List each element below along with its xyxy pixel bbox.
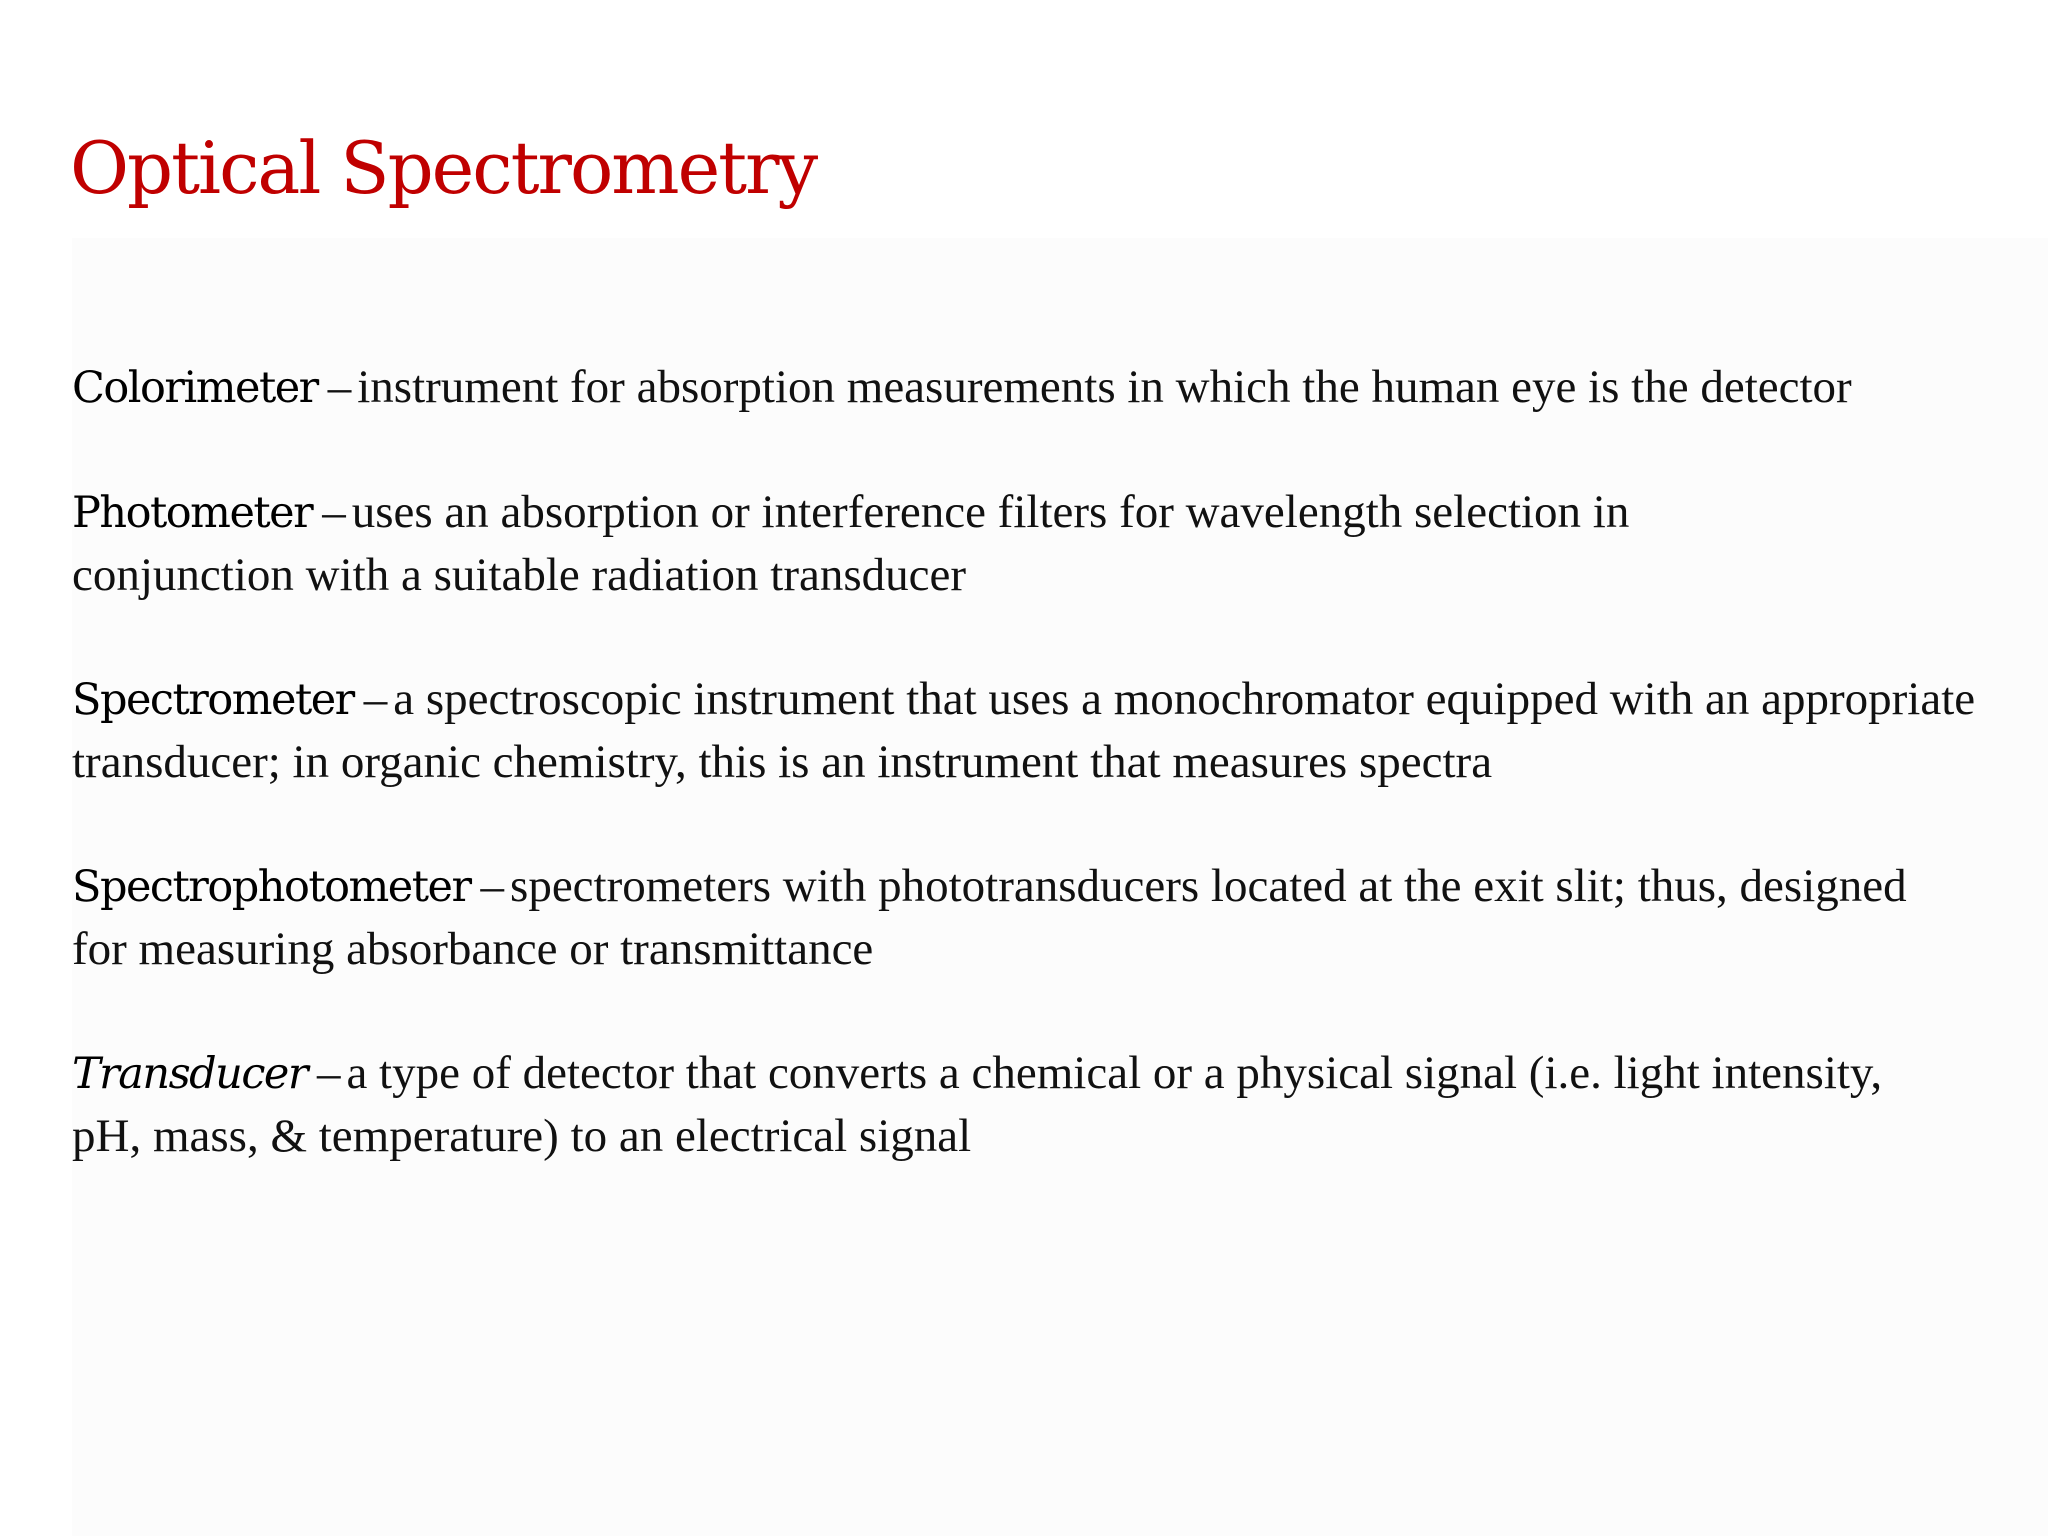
definition-separator: – [327, 361, 352, 413]
definition-photometer [72, 481, 1862, 606]
definition-term: Spectrophotometer [72, 862, 471, 912]
definition-separator: – [316, 1047, 341, 1099]
definition-text: a type of detector that converts a chemical or a physical signal (i.e. light intensity, pH, mass, & temperature) to an electrical signal [72, 1047, 1883, 1162]
definition-separator: – [322, 486, 346, 538]
definition-text: spectrometers with phototransducers located at the exit slit; thus, designed for measuring absorbance or transmittance [72, 860, 1907, 975]
definition-text: instrument for absorption measurements in which the human eye is the detector [357, 361, 1852, 413]
definition-text: uses an absorption or interference filters for wavelength selection in conjunction with a suitable radiation transducer [72, 486, 1630, 601]
definition-separator: – [363, 673, 388, 725]
definition-colorimeter [72, 356, 1932, 419]
definition-term: Photometer [72, 488, 313, 538]
definition-separator: – [480, 860, 505, 912]
definition-spectrophotometer [72, 855, 1952, 980]
definition-term: Spectrometer [72, 675, 354, 725]
definition-term: Colorimeter [72, 363, 318, 413]
definitions-list [72, 356, 1976, 1229]
slide-title: Optical Spectrometry [70, 126, 817, 210]
definition-transducer [72, 1042, 1932, 1167]
definition-spectrometer [72, 668, 1982, 793]
definition-text: a spectroscopic instrument that uses a monochromator equipped with an appropriate transducer; in organic chemistry, this is an instrument that measures spectra [72, 673, 1976, 788]
definition-term: Transducer [72, 1049, 307, 1099]
